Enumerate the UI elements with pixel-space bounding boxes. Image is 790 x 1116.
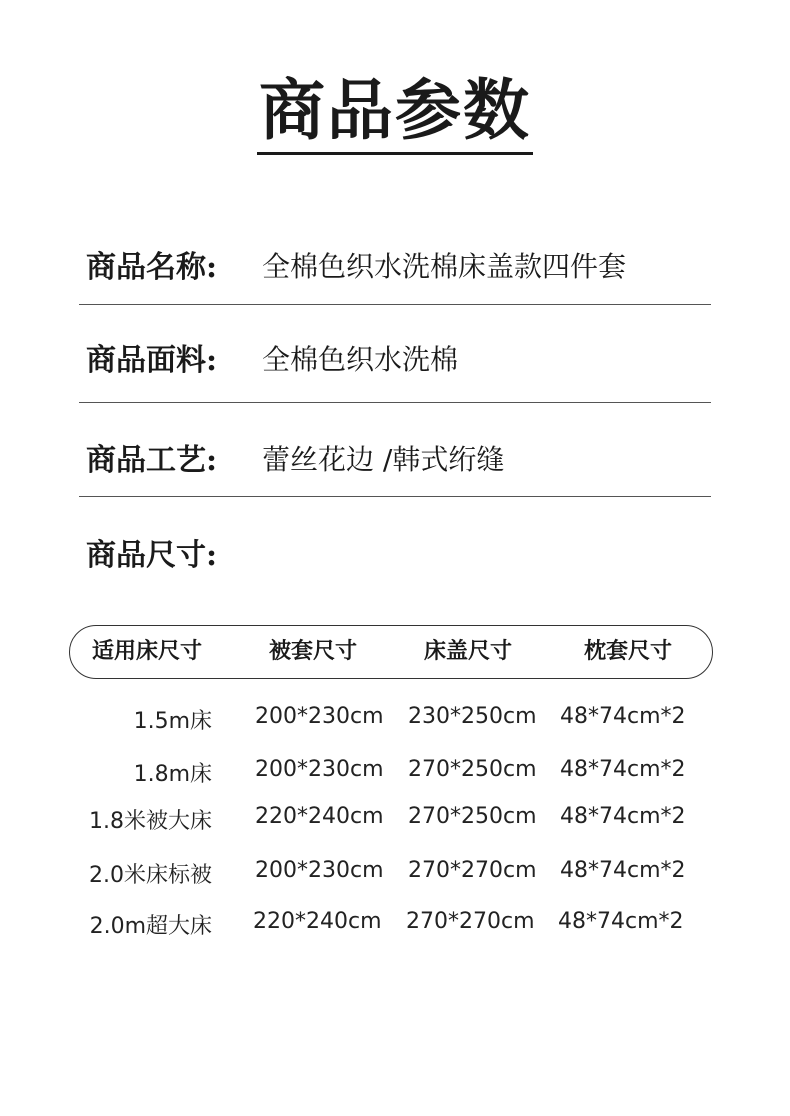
table-cell: 1.8m床 (133, 762, 212, 787)
table-cell: 48*74cm*2 (560, 804, 686, 829)
table-header-cell: 适用床尺寸 (91, 639, 203, 664)
table-cell: 48*74cm*2 (560, 757, 686, 782)
table-cell: 1.8米被大床 (89, 809, 212, 834)
table-cell: 270*270cm (408, 858, 537, 883)
table-cell: 48*74cm*2 (558, 909, 684, 934)
product-name-value: 全棉色织水洗棉床盖款四件套 (262, 250, 627, 283)
divider (79, 496, 711, 497)
table-cell: 1.5m床 (133, 709, 212, 734)
table-cell: 270*270cm (406, 909, 535, 934)
product-size-label: 商品尺寸: (86, 538, 218, 573)
table-cell: 2.0米床标被 (89, 863, 212, 888)
table-cell: 270*250cm (408, 804, 537, 829)
table-header-cell: 被套尺寸 (268, 639, 358, 664)
table-cell: 200*230cm (255, 858, 384, 883)
divider (79, 304, 711, 305)
product-craft-label: 商品工艺: (86, 443, 218, 478)
table-cell: 270*250cm (408, 757, 537, 782)
table-cell: 220*240cm (253, 909, 382, 934)
page-title-wrap (0, 72, 790, 155)
size-table-header (69, 625, 713, 679)
table-cell: 2.0m超大床 (89, 914, 212, 939)
product-name-label: 商品名称: (86, 250, 218, 285)
table-cell: 48*74cm*2 (560, 704, 686, 729)
product-fabric-value: 全棉色织水洗棉 (262, 343, 459, 376)
table-cell: 200*230cm (255, 704, 384, 729)
table-header-cell: 床盖尺寸 (423, 639, 513, 664)
table-cell: 220*240cm (255, 804, 384, 829)
page-title: 商品参数 (257, 72, 533, 155)
divider (79, 402, 711, 403)
table-cell: 200*230cm (255, 757, 384, 782)
table-cell: 48*74cm*2 (560, 858, 686, 883)
table-header-cell: 枕套尺寸 (583, 639, 673, 664)
product-craft-value: 蕾丝花边 /韩式绗缝 (262, 443, 505, 476)
table-cell: 230*250cm (408, 704, 537, 729)
product-fabric-label: 商品面料: (86, 343, 218, 378)
